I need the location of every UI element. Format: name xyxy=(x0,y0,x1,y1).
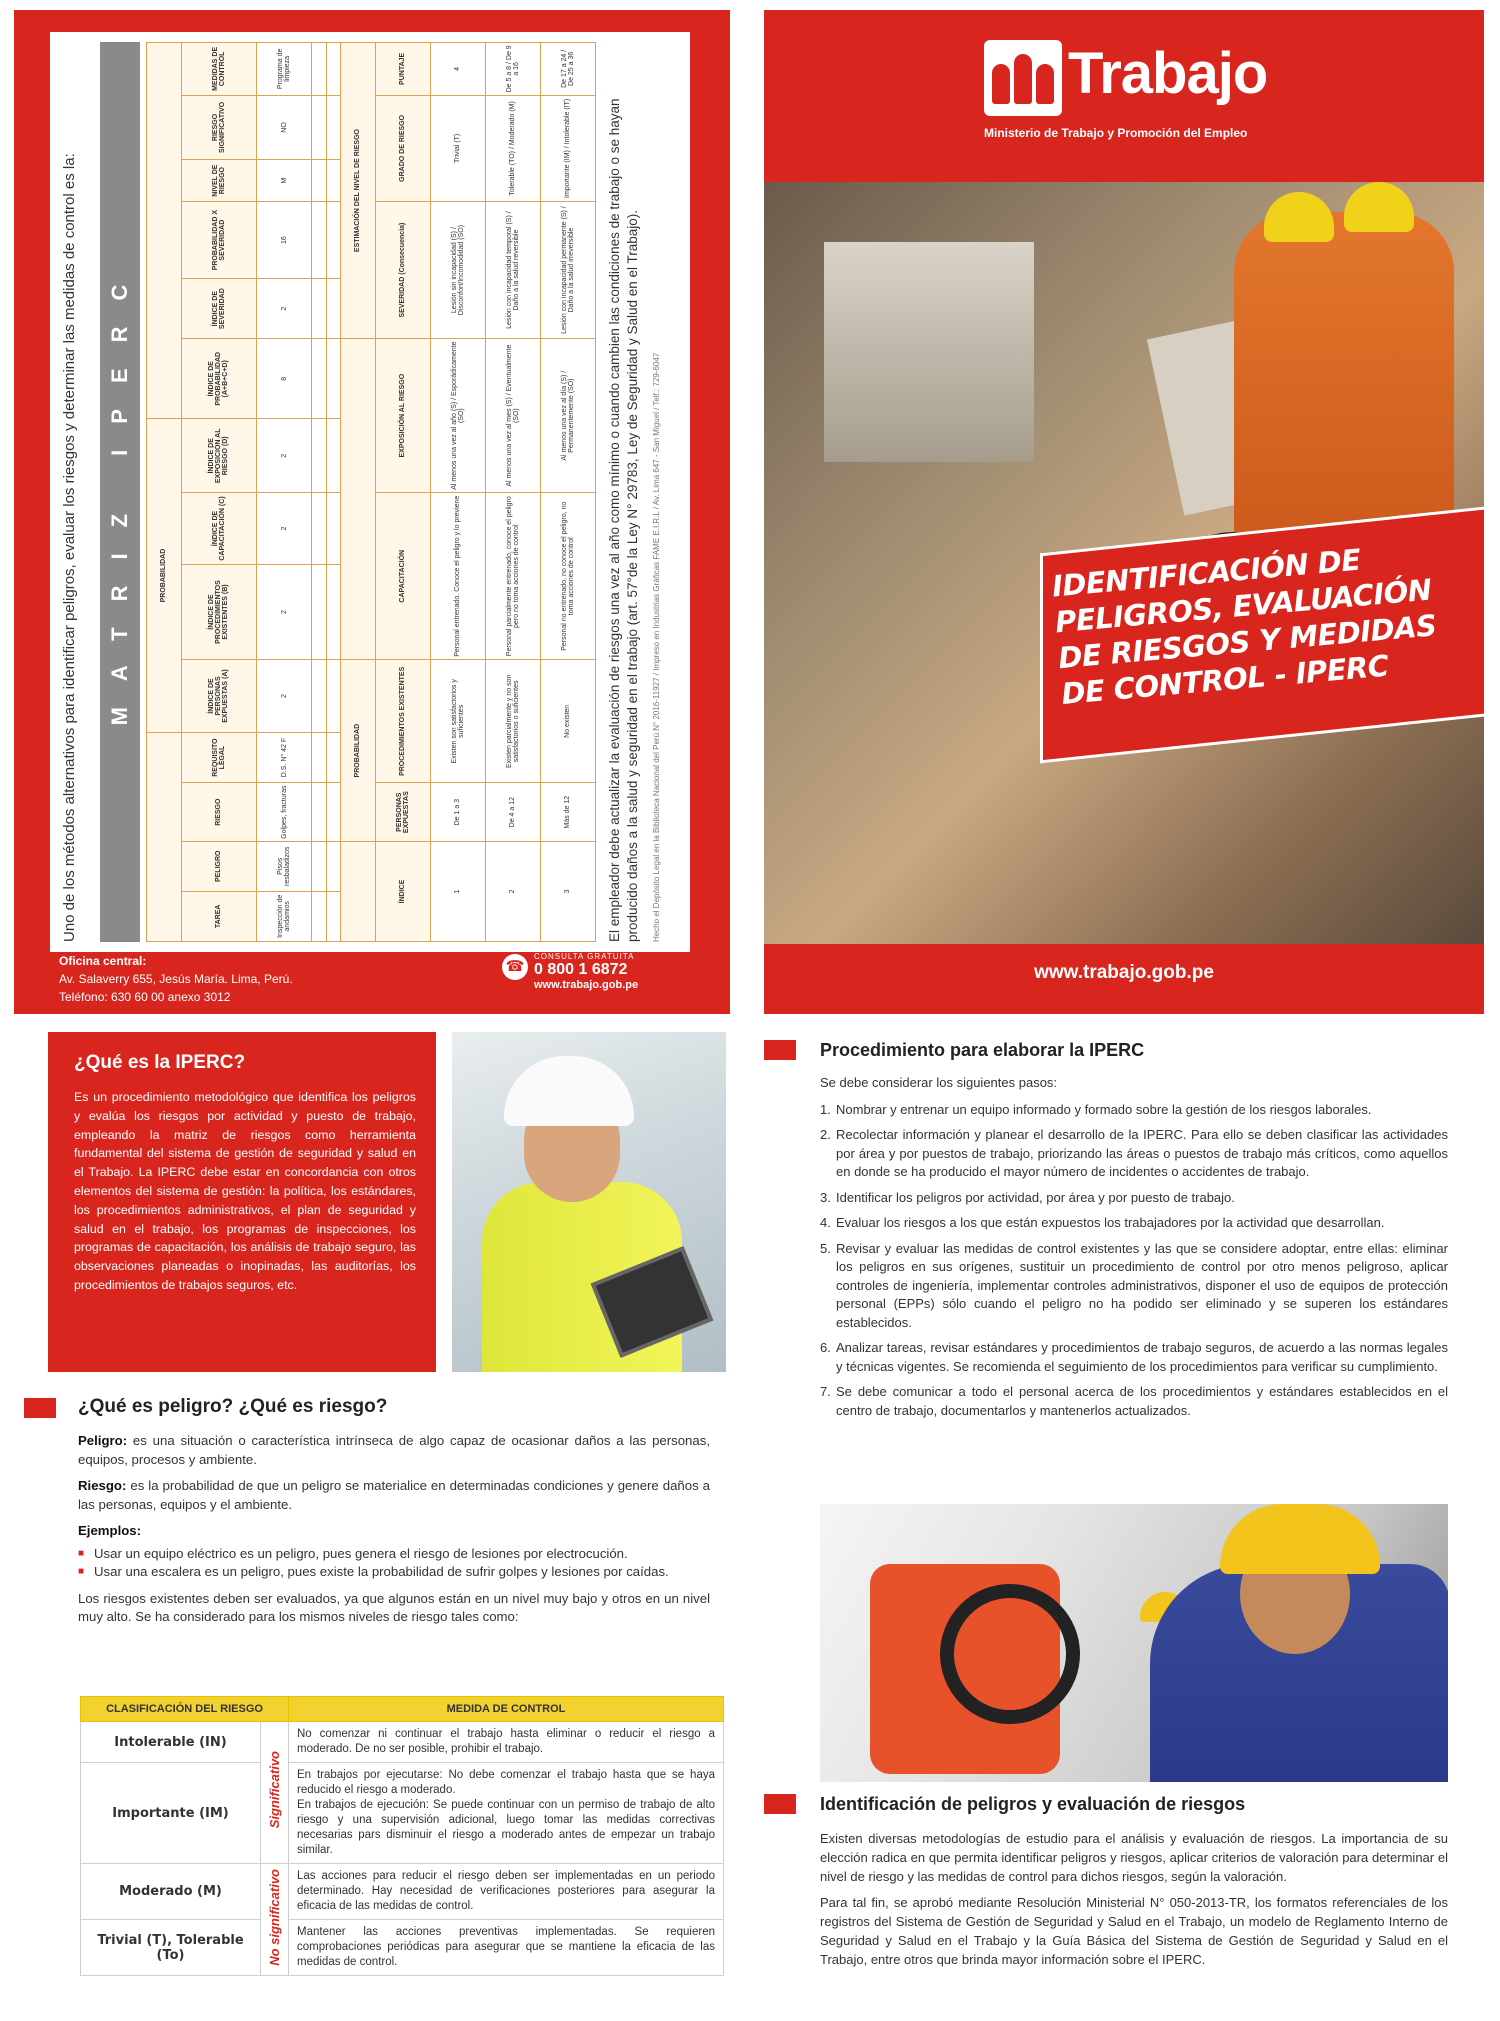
matrix-header: RIESGO SIGNIFICATIVO xyxy=(181,95,256,159)
scale-cell: Importante (IM) / Intolerable (IT) xyxy=(540,95,595,201)
hotline xyxy=(505,952,639,991)
matrix-update-note: El empleador debe actualizar la evaluación de riesgos una vez al año como mínimo o cuando cambien las condiciones de trabajo o se hayan producido daños a la salud y seguridad en el trabajo (art. 57°de la Ley N° 29783, Ley de Seguridad y Salud en el Trabajo). xyxy=(607,98,640,942)
levels-intro: Los riesgos existentes deben ser evaluados, ya que algunos están en un nivel muy bajo y otros en un nivel muy alto. Se ha considerado para los mismos niveles de riesgo tales como: xyxy=(78,1590,710,1624)
matrix-header: RIESGO xyxy=(181,783,256,842)
risk-control: Mantener las acciones preventivas implementadas. Se requieren comprobaciones periódicas para asegurar que se mantiene la eficacia de las medidas de control. xyxy=(289,1920,724,1976)
risk-level: Moderado (M) xyxy=(81,1864,261,1920)
scale-header: ÍNDICE xyxy=(375,841,430,941)
matrix-panel xyxy=(14,10,730,1014)
que-es-iperc-body: Es un procedimiento metodológico que identifica los peligros y evalúa los riesgos por actividad y puesto de trabajo, empleando la matriz de riesgos como herramienta fundamental del sistema de gestión de seguridad y salud en el Trabajo. La IPERC debe estar en concordancia con otros elementos del sistema de gestión: la política, los estándares, los procedimientos administrativos, el plan de seguridad y salud en el trabajo, los programas de inspecciones, los programas de capacitación, los análisis de trabajo seguro, las observaciones planeadas o inopinadas, las auditorías, los procedimientos de trabajos seguros, etc. xyxy=(74,1090,416,1292)
cover-website[interactable]: www.trabajo.gob.pe xyxy=(1034,962,1214,983)
matrix-cell: Programa de limpieza xyxy=(257,43,312,96)
scale-cell: No existen xyxy=(540,660,595,783)
office-label: Oficina central: xyxy=(59,954,147,968)
logo-people-icon xyxy=(984,40,1062,116)
phone-icon: ☎ xyxy=(502,954,528,980)
scale-header: PERSONAS EXPUESTAS xyxy=(375,783,430,842)
risk-control-part: En trabajos por ejecutarse: No debe comenzar el trabajo hasta que se haya reducido el riesgo a moderado. xyxy=(297,1769,715,1796)
cover-title: IDENTIFICACIÓN DE PELIGROS, EVALUACIÓN DE RIESGOS Y MEDIDAS DE CONTROL - IPERC xyxy=(1050,542,1438,712)
photo-helmet xyxy=(504,1056,634,1126)
matrix-header: REQUISITO LEGAL xyxy=(181,732,256,783)
step-number: 4. xyxy=(820,1215,831,1230)
peligro-text: es una situación o característica intrínseca de algo capaz de ocasionar daños a las personas, equipos, procesos y ambiente. xyxy=(78,1433,710,1467)
photo-valve-wheel xyxy=(940,1584,1080,1724)
cover-panel xyxy=(764,10,1484,1014)
steps-list xyxy=(820,1101,1448,1421)
matrix-cell: Pisos resbaladizos xyxy=(257,841,312,891)
matrix-cell: D.S. N° 42 F xyxy=(257,732,312,783)
legal-deposit: Hecho el Depósito Legal en la Biblioteca Nacional del Perú N° 2016-11927 / Impreso en Industrias Gráficas FAME E.I.R.L / Av. Lima 647 - San Miguel / Telf.: 729-6047 xyxy=(652,352,661,942)
section-marker xyxy=(764,1794,796,1814)
matrix-cell: Inspección de andamios xyxy=(257,891,312,941)
scale-header: CAPACITACIÓN xyxy=(375,493,430,660)
identificacion-p2: Para tal fin, se aprobó mediante Resolución Ministerial N° 050-2013-TR, los formatos referenciales de los registros del Sistema de Gestión de Seguridad y Salud en el Trabajo, un modelo de Reglamento Interno de Seguridad y Salud en el Trabajo y la Guía Básica del Sistema de Gestión de Seguridad y Salud en el Trabajo, entre otros que brinda mayor información sobre el IPERC. xyxy=(820,1895,1448,1967)
examples-label: Ejemplos: xyxy=(78,1523,142,1538)
step-text: Identificar los peligros por actividad, por área y por puesto de trabajo. xyxy=(836,1189,1235,1205)
example-item: ■ Usar una escalera es un peligro, pues existe la probabilidad de sufrir golpes y lesiones por caídas. xyxy=(78,1563,710,1582)
risk-classification-table xyxy=(80,1696,724,1976)
scale-row xyxy=(485,43,540,942)
scale-cell: Existen son satisfactorios y suficientes xyxy=(430,660,485,783)
hotline-number: 0 800 1 6872 xyxy=(534,961,628,978)
significant-label: Significativo xyxy=(267,1751,282,1829)
matrix-group-spacer xyxy=(147,43,182,419)
risk-row-moderado xyxy=(81,1864,724,1920)
scale-cell: Al menos una vez al mes (S) / Eventualmente (SO) xyxy=(485,339,540,493)
scale-cell: De 4 a 12 xyxy=(485,783,540,842)
matrix-header: TAREA xyxy=(181,891,256,941)
matrix-header: ÍNDICE DE SEVERIDAD xyxy=(181,279,256,339)
scale-row xyxy=(540,43,595,942)
step-item xyxy=(820,1214,1448,1233)
scale-cell: Al menos una vez al día (S) / Permanentemente (SO) xyxy=(540,339,595,493)
step-text: Recolectar información y planear el desarrollo de la IPERC. Para ello se deben clasificar las actividades por área y por puestos de trabajo, priorizando las áreas o puestos de trabajo más críticos, como aquellos en donde se ha producido el mayor número de incidentes o accidentes de trabajo. xyxy=(836,1127,1448,1179)
scale-cell: De 17 a 24 / De 25 a 36 xyxy=(540,43,595,96)
matrix-sheet xyxy=(50,32,690,952)
risk-row-intolerable xyxy=(81,1722,724,1763)
procedimiento-heading: Procedimiento para elaborar la IPERC xyxy=(820,1040,1145,1060)
risk-level: Intolerable (IN) xyxy=(81,1722,261,1763)
matrix-header: ÍNDICE DE CAPACITACIÓN (C) xyxy=(181,493,256,565)
matrix-group-row xyxy=(147,43,182,942)
matrix-header: PROBABILIDAD X SEVERIDAD xyxy=(181,202,256,279)
scale-group-spacer xyxy=(341,339,376,660)
step-number: 3. xyxy=(820,1189,831,1205)
risk-row-importante xyxy=(81,1763,724,1864)
scale-header-row xyxy=(375,43,430,942)
matrix-header: NIVEL DE RIESGO xyxy=(181,160,256,202)
section-marker xyxy=(764,1040,796,1060)
scale-cell: Existen parcialmente y no son satisfactorios o suficientes xyxy=(485,660,540,783)
scale-group-row xyxy=(341,43,376,942)
matrix-header: ÍNDICE DE PROCEDIMIENTOS EXISTENTES (B) xyxy=(181,564,256,660)
procedimiento-intro: Se debe considerar los siguientes pasos: xyxy=(820,1075,1058,1090)
examples-list xyxy=(78,1545,710,1582)
logo-subtitle: Ministerio de Trabajo y Promoción del Empleo xyxy=(984,126,1248,140)
matrix-table xyxy=(146,42,596,942)
photo-helmet xyxy=(1344,182,1414,232)
step-item xyxy=(820,1339,1448,1376)
worker-valve-photo xyxy=(820,1504,1448,1782)
matrix-empty-row xyxy=(326,43,340,942)
step-number: 2. xyxy=(820,1127,831,1142)
matrix-intro: Uno de los métodos alternativos para identificar peligros, evaluar los riesgos y determinar las medidas de control es la: xyxy=(61,153,78,942)
scale-cell: Lesión sin incapacidad (S) / Disconfort/Incomodidad (SO) xyxy=(430,202,485,339)
logo-word: Trabajo xyxy=(1068,41,1268,106)
step-number: 6. xyxy=(820,1340,831,1355)
matrix-cell: 2 xyxy=(257,660,312,732)
risk-level: Importante (IM) xyxy=(81,1763,261,1864)
scale-cell: De 5 a 8 / De 9 a 16 xyxy=(485,43,540,96)
scale-header: SEVERIDAD (Consecuencia) xyxy=(375,202,430,339)
procedimiento-body xyxy=(820,1074,1448,1427)
header-control: MEDIDA DE CONTROL xyxy=(289,1697,724,1722)
rotated-matrix-content xyxy=(60,42,680,942)
scale-cell: Trivial (T) xyxy=(430,95,485,201)
hotline-web[interactable]: www.trabajo.gob.pe xyxy=(534,979,639,991)
riesgo-text: es la probabilidad de que un peligro se materialice en determinadas condiciones y genere daños a las personas, equipos y el ambiente. xyxy=(78,1478,711,1512)
step-item xyxy=(820,1126,1448,1182)
matrix-header: MEDIDAS DE CONTROL xyxy=(181,43,256,96)
office-phone: Teléfono: 630 60 00 anexo 3012 xyxy=(59,990,231,1004)
office-address: Av. Salaverry 655, Jesús María. Lima, Perú. xyxy=(59,972,293,986)
scale-group-title: PROBABILIDAD xyxy=(341,660,376,842)
section-marker xyxy=(24,1398,56,1418)
identificacion-p1: Existen diversas metodologías de estudio para el análisis y evaluación de riesgos. La importancia de su elección radica en que permita identificar peligros y riesgos, aplicar criterios de valoración para determinar el nivel de riesgo y las medidas de control para dichos riesgos, según la valoración. xyxy=(820,1831,1448,1884)
step-number: 5. xyxy=(820,1240,831,1256)
matrix-cell: Golpes, fracturas xyxy=(257,783,312,842)
matrix-cell: 2 xyxy=(257,493,312,565)
risk-row-trivial xyxy=(81,1920,724,1976)
step-number: 1. xyxy=(820,1101,831,1117)
step-text: Revisar y evaluar las medidas de control existentes y las que se considere adoptar, entre ellas: eliminar los peligros en sus orígenes, sustituir un procedimiento de control por otro menos peligroso, aplicar controles de ingeniería, implementar controles administrativos, disponer el uso de equipos de protección personal (EPPs) sólo cuando el peligro no ha podido ser eliminado y se superen los estándares establecidos. xyxy=(836,1240,1448,1330)
step-item xyxy=(820,1383,1448,1420)
matrix-group-probabilidad: PROBABILIDAD xyxy=(147,419,182,732)
risk-control: No comenzar ni continuar el trabajo hasta eliminar o reducir el riesgo a moderado. De no ser posible, prohibir el trabajo. xyxy=(289,1722,724,1763)
step-text: Evaluar los riesgos a los que están expuestos los trabajadores por la actividad que desarrollan. xyxy=(836,1215,1385,1230)
scale-header: PROCEDIMIENTOS EXISTENTES xyxy=(375,660,430,783)
scale-cell: 3 xyxy=(540,841,595,941)
scale-cell: Tolerable (TO) / Moderado (M) xyxy=(485,95,540,201)
example-item: ■ Usar un equipo eléctrico es un peligro, pues genera el riesgo de lesiones por electrocución. xyxy=(78,1545,710,1564)
not-significant-group xyxy=(261,1864,289,1976)
scale-cell: Más de 12 xyxy=(540,783,595,842)
step-text: Analizar tareas, revisar estándares y procedimientos de trabajo seguros, de acuerdo a las normas legales y técnicas vigentes. Se recomienda el seguimiento de los procedimientos para verificar su cumplimiento. xyxy=(836,1340,1448,1374)
scale-header: GRADO DE RIESGO xyxy=(375,95,430,201)
photo-helmet xyxy=(1220,1504,1380,1574)
peligro-definition xyxy=(78,1432,710,1469)
matrix-cell: 8 xyxy=(257,339,312,419)
matrix-header-row xyxy=(181,43,256,942)
not-significant-label: No significativo xyxy=(267,1868,282,1966)
scale-cell: 4 xyxy=(430,43,485,96)
matrix-empty-row xyxy=(312,43,326,942)
step-text: Se debe comunicar a todo el personal acerca de los procedimientos y estándares establecidos en el centro de trabajo, documentarlos y mantenerlos actualizados. xyxy=(836,1384,1448,1418)
matrix-cell: NO xyxy=(257,95,312,159)
engineer-tablet-photo xyxy=(452,1032,726,1372)
risk-control: Las acciones para reducir el riesgo deben ser implementadas en un periodo determinado. Hay necesidad de verificaciones posteriores para asegurar la eficacia de las medidas de control. xyxy=(289,1864,724,1920)
risk-control xyxy=(289,1763,724,1864)
identificacion-heading: Identificación de peligros y evaluación de riesgos xyxy=(820,1794,1246,1814)
riesgo-definition xyxy=(78,1477,710,1514)
scale-cell: Al menos una vez al año (S) / Esporádicamente (SO) xyxy=(430,339,485,493)
step-number: 7. xyxy=(820,1384,831,1399)
que-es-iperc-heading: ¿Qué es la IPERC? xyxy=(74,1052,246,1073)
photo-helmet xyxy=(1264,192,1334,242)
matrix-cell: 16 xyxy=(257,202,312,279)
step-item xyxy=(820,1189,1448,1208)
scale-header: EXPOSICIÓN AL RIESGO xyxy=(375,339,430,493)
scale-cell: De 1 a 3 xyxy=(430,783,485,842)
scale-header: PUNTAJE xyxy=(375,43,430,96)
photo-office-area xyxy=(824,242,1034,462)
peligro-riesgo-body xyxy=(78,1432,710,1635)
estimation-title: ESTIMACIÓN DEL NIVEL DE RIESGO xyxy=(341,43,376,339)
ministry-logo xyxy=(984,40,1274,150)
matrix-cell: 2 xyxy=(257,279,312,339)
matrix-header: ÍNDICE DE PERSONAS EXPUESTAS (A) xyxy=(181,660,256,732)
risk-control-part: En trabajos de ejecución: Se puede continuar con un permiso de trabajo de alto riesgo y una supervisión adicional, luego tomar las medidas correctivas necesarias pars disminuir el riesgo a moderado antes de empezar un trabajo similar. xyxy=(297,1799,715,1856)
significant-group xyxy=(261,1722,289,1864)
scale-cell: Personal parcialmente entrenado, conoce el peligro pero no toma acciones de control xyxy=(485,493,540,660)
matrix-cell: M xyxy=(257,160,312,202)
step-text: Nombrar y entrenar un equipo informado y formado sobre la gestión de los riesgos laborales. xyxy=(836,1101,1372,1117)
que-es-iperc-box xyxy=(48,1032,436,1372)
scale-row xyxy=(430,43,485,942)
scale-cell: 2 xyxy=(485,841,540,941)
matrix-cell: 2 xyxy=(257,419,312,493)
scale-cell: Personal no entrenado, no conoce el peligro, no toma acciones de control xyxy=(540,493,595,660)
identificacion-body xyxy=(820,1830,1448,1978)
scale-cell: Personal entrenado. Conoce el peligro y lo previene xyxy=(430,493,485,660)
step-item xyxy=(820,1101,1448,1120)
matrix-header: ÍNDICE DE PROBABILIDAD (A+B+C+D) xyxy=(181,339,256,419)
scale-group-spacer xyxy=(341,841,376,941)
risk-table-header xyxy=(81,1697,724,1722)
matrix-cell: 2 xyxy=(257,564,312,660)
office-info xyxy=(59,952,293,1006)
risk-level: Trivial (T), Tolerable (To) xyxy=(81,1920,261,1976)
matrix-header: PELIGRO xyxy=(181,841,256,891)
scale-cell: 1 xyxy=(430,841,485,941)
peligro-riesgo-heading: ¿Qué es peligro? ¿Qué es riesgo? xyxy=(78,1396,388,1417)
peligro-label: Peligro: xyxy=(78,1433,128,1448)
matrix-group-spacer xyxy=(147,732,182,941)
scale-cell: Lesión con incapacidad temporal (S) / Daño a la salud reversible xyxy=(485,202,540,339)
header-classification: CLASIFICACIÓN DEL RIESGO xyxy=(81,1697,289,1722)
riesgo-label: Riesgo: xyxy=(78,1478,127,1493)
matrix-title: MATRIZ IPERC xyxy=(100,42,140,942)
matrix-example-row xyxy=(257,43,312,942)
scale-cell: Lesión con incapacidad permanente (S) / Daño a la salud irreversible xyxy=(540,202,595,339)
hotline-label: CONSULTA GRATUITA xyxy=(534,952,635,961)
matrix-header: ÍNDICE DE EXPOSICIÓN AL RIESGO (D) xyxy=(181,419,256,493)
step-item xyxy=(820,1240,1448,1333)
